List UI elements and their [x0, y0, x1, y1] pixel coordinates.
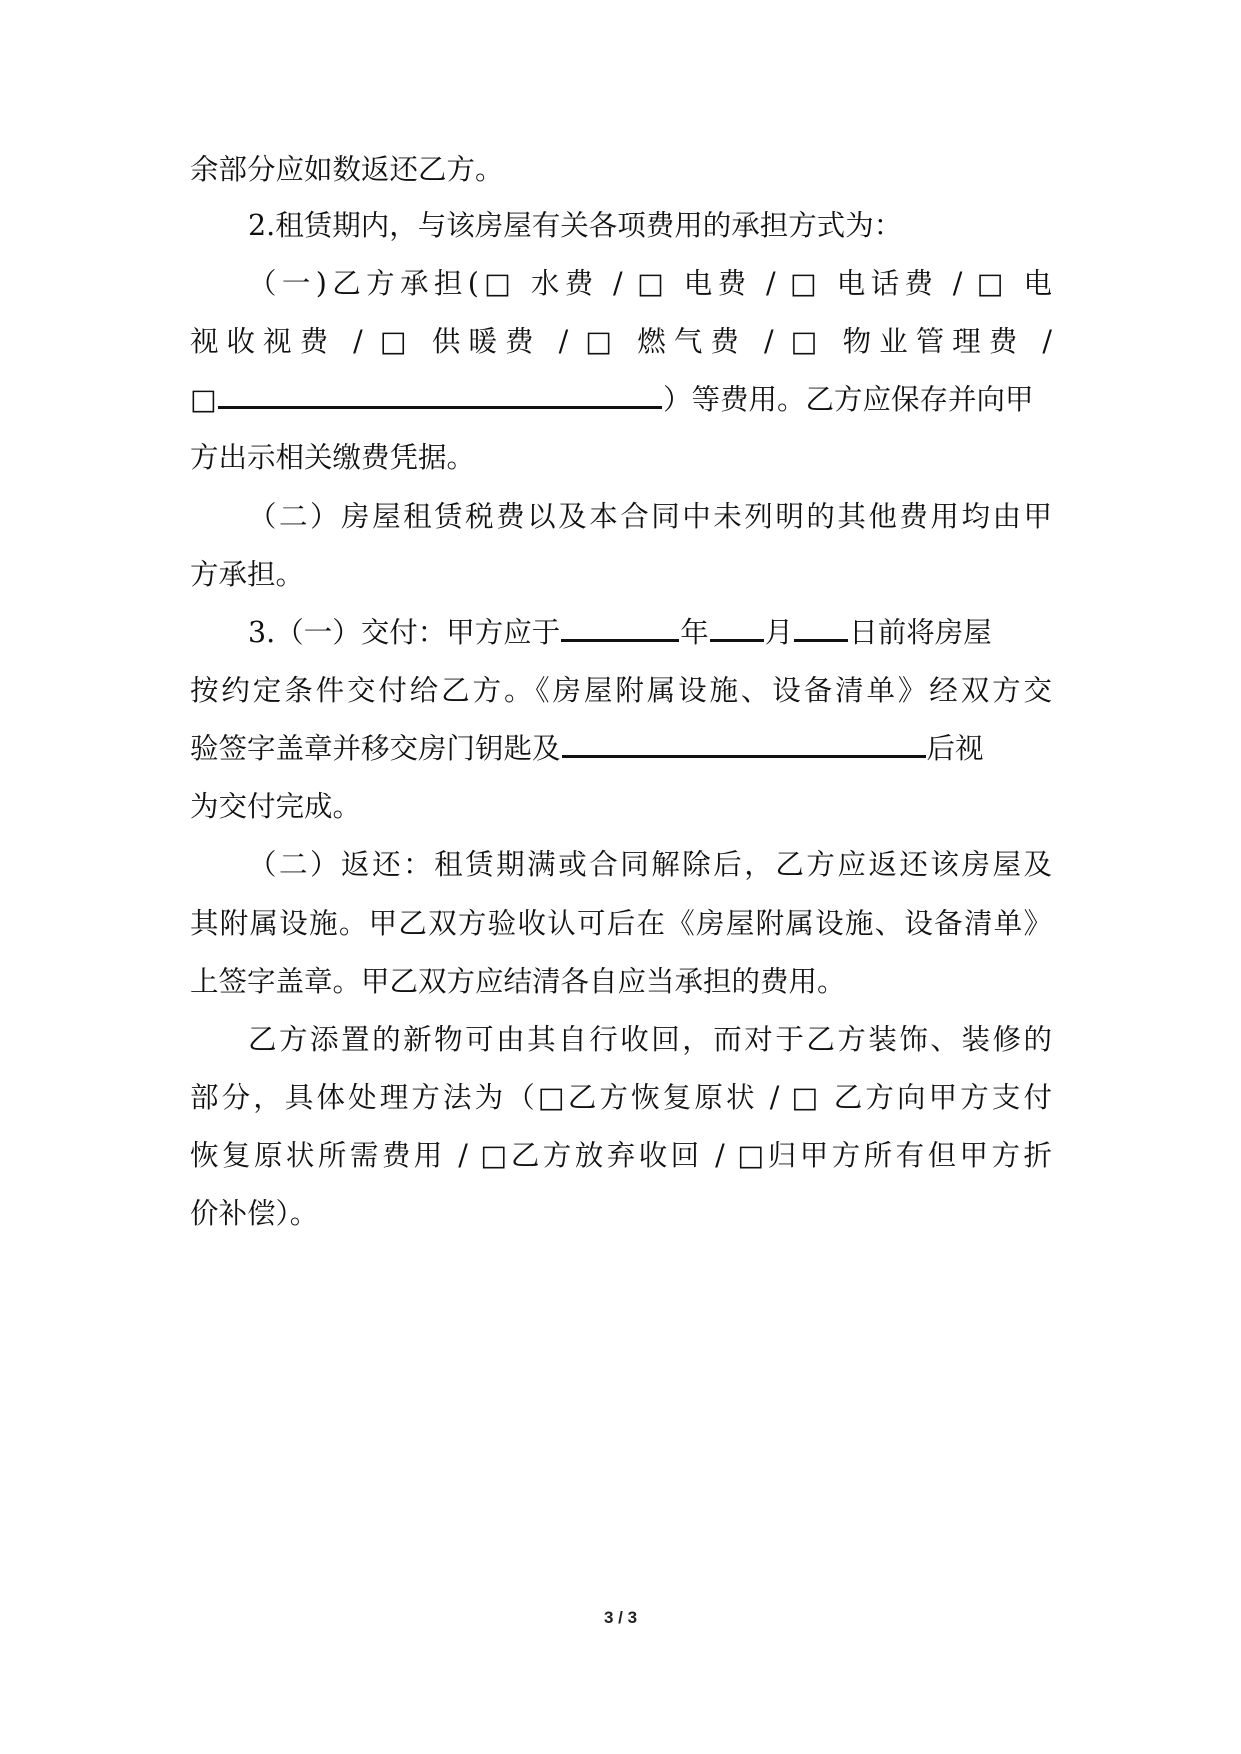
text-segment: 日前将房屋 [849, 616, 992, 649]
text-segment: 年 [680, 616, 709, 649]
text-line: （二）返还：租赁期满或合同解除后，乙方应返还该房屋及 [248, 848, 1052, 881]
year-blank[interactable] [561, 615, 679, 642]
handover-items-blank[interactable] [562, 731, 926, 758]
text-line: 上签字盖章。甲乙双方应结清各自应当承担的费用。 [190, 965, 846, 998]
text-line: 恢复原状所需费用 / □乙方放弃收回 / □归甲方所有但甲方折 [190, 1139, 1052, 1172]
text-line: 方承担。 [190, 558, 305, 591]
text-line: 按约定条件交付给乙方。《房屋附属设施、设备清单》经双方交 [190, 674, 1052, 707]
text-line: 视收视费 / □ 供暖费 / □ 燃气费 / □ 物业管理费 / [190, 325, 1052, 358]
page-number: 3 / 3 [603, 1608, 638, 1627]
text-line: 其附属设施。甲乙双方验收认可后在《房屋附属设施、设备清单》 [190, 907, 1052, 940]
text-line: 价补偿）。 [190, 1197, 319, 1230]
text-line: 乙方添置的新物可由其自行收回，而对于乙方装饰、装修的 [248, 1023, 1052, 1056]
text-line: 方出示相关缴费凭据。 [190, 441, 476, 474]
text-line: 余部分应如数返还乙方。 [190, 153, 504, 186]
text-segment: 月 [764, 616, 794, 649]
month-blank[interactable] [710, 615, 764, 642]
text-segment: 验签字盖章并移交房门钥匙及 [190, 732, 561, 765]
other-fee-blank[interactable] [218, 382, 662, 409]
day-blank[interactable] [794, 615, 848, 642]
text-line: 为交付完成。 [190, 790, 362, 823]
delivery-date-line [248, 613, 1052, 653]
text-line: （二）房屋租赁税费以及本合同中未列明的其他费用均由甲 [248, 500, 1052, 533]
text-line: （一)乙方承担(□ 水费 / □ 电费 / □ 电话费 / □ 电 [248, 267, 1052, 300]
fill-in-line [190, 380, 1052, 420]
text-segment: 后视 [926, 732, 984, 765]
checkbox-glyph: □ [190, 383, 217, 416]
text-line: 部分，具体处理方法为（□乙方恢复原状 / □ 乙方向甲方支付 [190, 1081, 1052, 1114]
text-segment: ）等费用。乙方应保存并向甲 [662, 383, 1034, 416]
text-segment: 3.（一）交付：甲方应于 [248, 616, 561, 649]
fill-in-line [190, 729, 1052, 769]
text-line: 2.租赁期内，与该房屋有关各项费用的承担方式为： [248, 209, 903, 242]
